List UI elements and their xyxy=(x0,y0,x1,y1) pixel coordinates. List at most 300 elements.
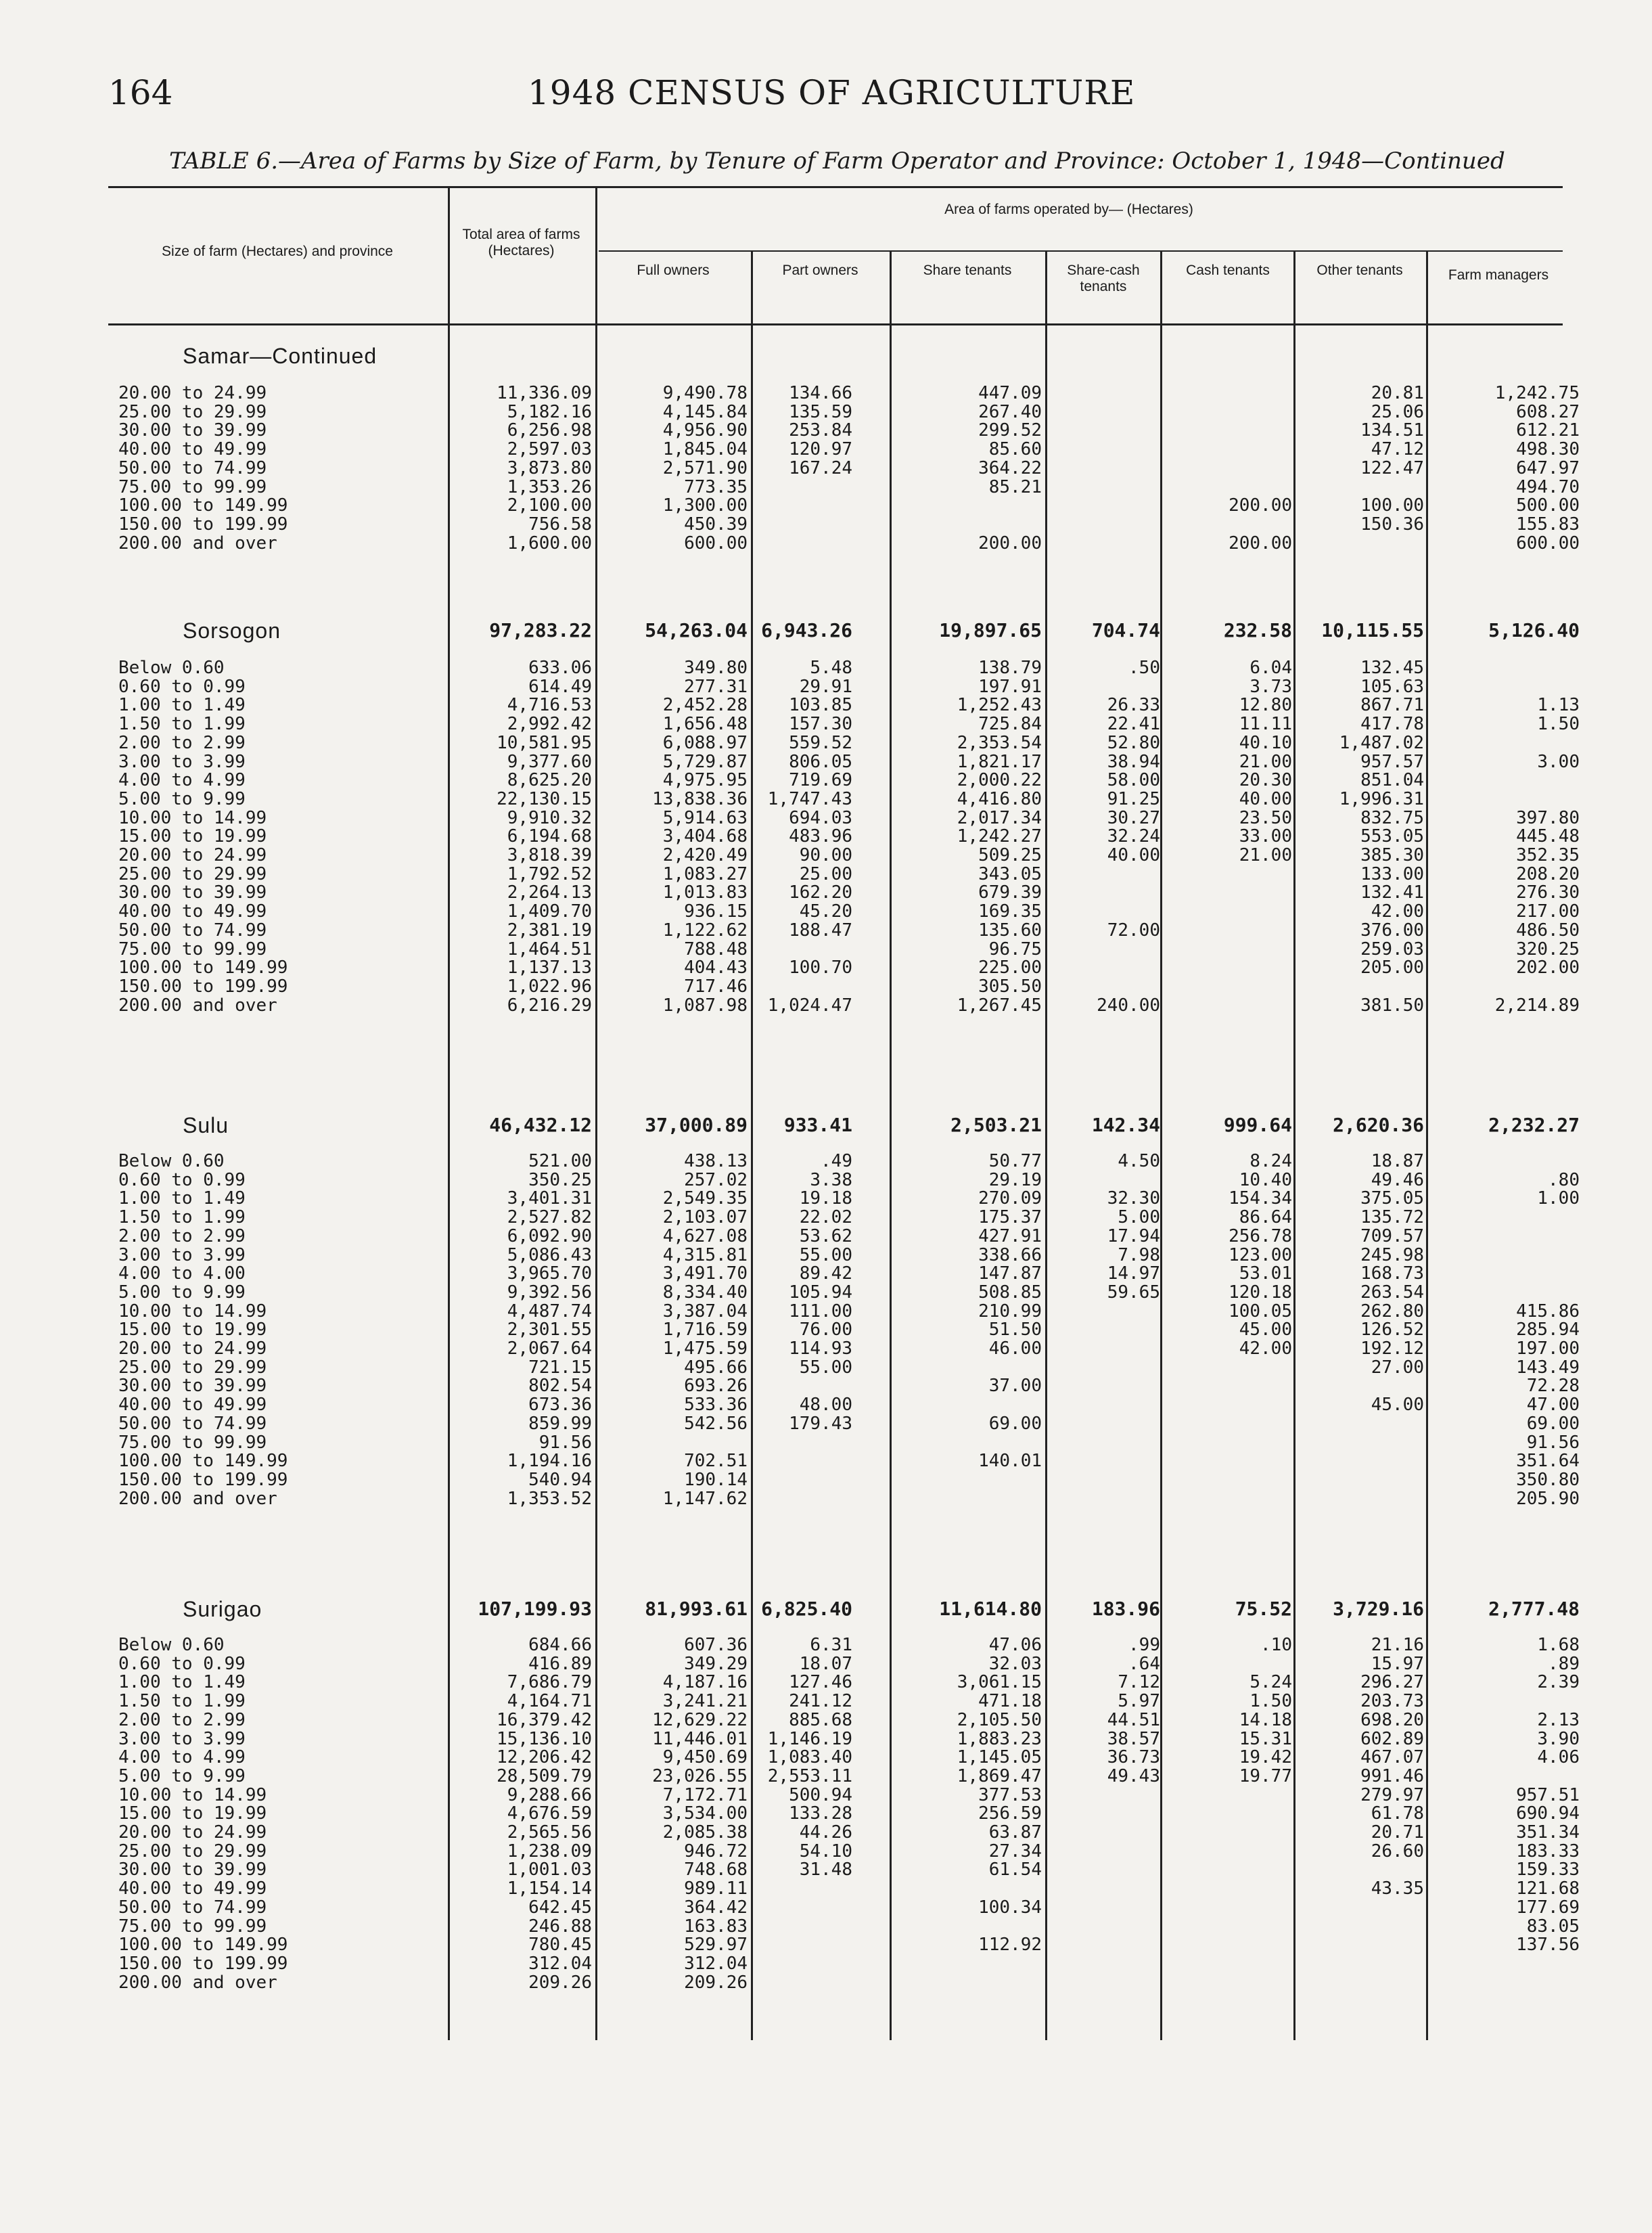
size-class-label: 200.00 and over xyxy=(118,1974,277,1992)
table-row xyxy=(0,516,1652,534)
value-cell xyxy=(1295,1415,1424,1433)
value-cell: 205.90 xyxy=(1516,1490,1580,1508)
value-cell xyxy=(1045,384,1160,403)
value-cell: 312.04 xyxy=(528,1955,592,1973)
value-cell: 45.20 xyxy=(799,903,852,921)
value-cell: 209.26 xyxy=(684,1974,748,1992)
value-cell: 175.37 xyxy=(978,1209,1042,1227)
value-cell: 377.53 xyxy=(978,1786,1042,1805)
value-cell: 85.21 xyxy=(988,478,1042,497)
value-cell: 209.26 xyxy=(528,1974,592,1992)
value-cell: 32.03 xyxy=(988,1655,1042,1673)
value-cell: 2,353.54 xyxy=(957,734,1042,752)
value-cell: 352.35 xyxy=(1516,847,1580,865)
value-cell: 162.20 xyxy=(789,884,852,902)
value-cell: 7.12 xyxy=(1118,1673,1160,1692)
value-cell: 21.16 xyxy=(1371,1636,1424,1654)
total-cell: 6,943.26 xyxy=(761,621,852,639)
size-class-label: 1.50 to 1.99 xyxy=(118,715,246,734)
value-cell: 253.84 xyxy=(789,422,852,440)
table-row xyxy=(0,865,1652,884)
size-class-label: 1.00 to 1.49 xyxy=(118,1673,246,1692)
value-cell xyxy=(893,1396,1042,1414)
value-cell xyxy=(1295,1974,1424,1992)
total-cell: 10,115.55 xyxy=(1321,621,1424,639)
value-cell: 693.26 xyxy=(684,1377,748,1395)
size-class-label: 75.00 to 99.99 xyxy=(118,941,267,959)
value-cell: 54.10 xyxy=(799,1843,852,1861)
value-cell: 679.39 xyxy=(978,884,1042,902)
table-row xyxy=(0,1359,1652,1377)
value-cell xyxy=(1164,516,1292,534)
value-cell: 11,446.01 xyxy=(652,1730,748,1749)
value-cell xyxy=(751,497,852,515)
value-cell xyxy=(1164,1918,1292,1936)
table-row xyxy=(0,1655,1652,1673)
size-class-label: 10.00 to 14.99 xyxy=(118,1303,267,1321)
value-cell: 2,571.90 xyxy=(662,459,748,478)
size-class-label: 75.00 to 99.99 xyxy=(118,478,267,497)
value-cell xyxy=(893,1359,1042,1377)
value-cell: 3,404.68 xyxy=(662,828,748,846)
value-cell xyxy=(751,1936,852,1954)
value-cell: 3,534.00 xyxy=(662,1805,748,1823)
value-cell: 717.46 xyxy=(684,978,748,996)
size-class-label: 30.00 to 39.99 xyxy=(118,884,267,902)
value-cell: .50 xyxy=(1128,659,1160,677)
value-cell: 1,013.83 xyxy=(662,884,748,902)
value-cell: 2,214.89 xyxy=(1494,997,1580,1015)
value-cell: 11.11 xyxy=(1239,715,1292,734)
size-class-label: 40.00 to 49.99 xyxy=(118,903,267,921)
size-class-label: 40.00 to 49.99 xyxy=(118,441,267,459)
value-cell: 200.00 xyxy=(1229,535,1292,553)
value-cell: 500.94 xyxy=(789,1786,852,1805)
size-class-label: 5.00 to 9.99 xyxy=(118,1767,246,1786)
value-cell: 5.00 xyxy=(1118,1209,1160,1227)
size-class-label: 50.00 to 74.99 xyxy=(118,1899,267,1917)
table-row xyxy=(0,922,1652,940)
value-cell xyxy=(1164,1359,1292,1377)
value-cell xyxy=(1427,1284,1580,1302)
value-cell: 245.98 xyxy=(1360,1246,1424,1265)
value-cell: 277.31 xyxy=(684,678,748,696)
value-cell: 559.52 xyxy=(789,734,852,752)
table-row xyxy=(0,1899,1652,1917)
value-cell: 773.35 xyxy=(684,478,748,497)
size-class-label: 20.00 to 24.99 xyxy=(118,1340,267,1358)
value-cell: 600.00 xyxy=(684,535,748,553)
size-class-label: 30.00 to 39.99 xyxy=(118,422,267,440)
value-cell: 2,992.42 xyxy=(507,715,592,734)
value-cell xyxy=(1164,403,1292,422)
value-cell xyxy=(1045,1786,1160,1805)
table-row xyxy=(0,753,1652,771)
value-cell: 1,353.52 xyxy=(507,1490,592,1508)
value-cell xyxy=(1164,903,1292,921)
value-cell xyxy=(1045,978,1160,996)
value-cell: 788.48 xyxy=(684,941,748,959)
value-cell xyxy=(1045,1303,1160,1321)
value-cell: 15,136.10 xyxy=(497,1730,592,1749)
value-cell xyxy=(1164,1434,1292,1452)
value-cell xyxy=(751,1452,852,1470)
value-cell xyxy=(1045,678,1160,696)
value-cell: 521.00 xyxy=(528,1152,592,1171)
value-cell xyxy=(1427,734,1580,752)
value-cell: 11,336.09 xyxy=(497,384,592,403)
size-class-label: 5.00 to 9.99 xyxy=(118,1284,246,1302)
value-cell xyxy=(1045,1490,1160,1508)
size-class-label: 25.00 to 29.99 xyxy=(118,1843,267,1861)
value-cell: 351.34 xyxy=(1516,1824,1580,1842)
value-cell: 19.42 xyxy=(1239,1749,1292,1767)
value-cell: 40.10 xyxy=(1239,734,1292,752)
size-class-label: 100.00 to 149.99 xyxy=(118,497,288,515)
value-cell xyxy=(1045,422,1160,440)
value-cell: 602.89 xyxy=(1360,1730,1424,1749)
value-cell: 5,729.87 xyxy=(662,753,748,771)
size-class-label: 1.50 to 1.99 xyxy=(118,1692,246,1711)
value-cell xyxy=(1164,422,1292,440)
size-class-label: Below 0.60 xyxy=(118,1636,225,1654)
size-class-label: 0.60 to 0.99 xyxy=(118,678,246,696)
value-cell: 12,629.22 xyxy=(652,1711,748,1730)
table-row xyxy=(0,1171,1652,1190)
value-cell: 2,103.07 xyxy=(662,1209,748,1227)
header-share-tenants: Share tenants xyxy=(923,263,1012,278)
table-row xyxy=(0,847,1652,865)
value-cell: 155.83 xyxy=(1516,516,1580,534)
value-cell: 3,818.39 xyxy=(507,847,592,865)
size-class-label: 3.00 to 3.99 xyxy=(118,753,246,771)
value-cell xyxy=(1045,1415,1160,1433)
size-class-label: 30.00 to 39.99 xyxy=(118,1861,267,1879)
value-cell xyxy=(1164,478,1292,497)
value-cell: 132.41 xyxy=(1360,884,1424,902)
value-cell: 450.39 xyxy=(684,516,748,534)
value-cell: 91.56 xyxy=(538,1434,592,1452)
table-row xyxy=(0,478,1652,497)
table-row xyxy=(0,884,1652,902)
value-cell: 72.00 xyxy=(1107,922,1160,940)
total-cell: 5,126.40 xyxy=(1488,621,1580,639)
table-row xyxy=(0,828,1652,846)
value-cell xyxy=(1427,1692,1580,1711)
size-class-label: 4.00 to 4.00 xyxy=(118,1265,246,1283)
value-cell: 494.70 xyxy=(1516,478,1580,497)
value-cell: 190.14 xyxy=(684,1471,748,1489)
table-row xyxy=(0,1692,1652,1711)
value-cell: 4,676.59 xyxy=(507,1805,592,1823)
value-cell xyxy=(1164,1655,1292,1673)
value-cell: 1,242.27 xyxy=(957,828,1042,846)
table-row xyxy=(0,1824,1652,1842)
value-cell: 143.49 xyxy=(1516,1359,1580,1377)
header-cash-tenants: Cash tenants xyxy=(1186,263,1270,278)
value-cell: 633.06 xyxy=(528,659,592,677)
value-cell: 105.94 xyxy=(789,1284,852,1302)
table-row xyxy=(0,1880,1652,1898)
value-cell xyxy=(751,1955,852,1973)
value-cell: 241.12 xyxy=(789,1692,852,1711)
value-cell: 49.46 xyxy=(1371,1171,1424,1190)
value-cell: 2,100.00 xyxy=(507,497,592,515)
value-cell: 1,145.05 xyxy=(957,1749,1042,1767)
size-class-label: 40.00 to 49.99 xyxy=(118,1396,267,1414)
size-class-label: 1.50 to 1.99 xyxy=(118,1209,246,1227)
value-cell: 1,146.19 xyxy=(767,1730,852,1749)
table-row xyxy=(0,1749,1652,1767)
size-class-label: 4.00 to 4.99 xyxy=(118,1749,246,1767)
size-class-label: 2.00 to 2.99 xyxy=(118,734,246,752)
value-cell: 3,387.04 xyxy=(662,1303,748,1321)
table-row xyxy=(0,771,1652,790)
size-class-label: 1.00 to 1.49 xyxy=(118,1190,246,1208)
value-cell: 133.28 xyxy=(789,1805,852,1823)
value-cell: 350.80 xyxy=(1516,1471,1580,1489)
value-cell: 500.00 xyxy=(1516,497,1580,515)
value-cell: 267.40 xyxy=(978,403,1042,422)
value-cell: 381.50 xyxy=(1360,997,1424,1015)
value-cell: 614.49 xyxy=(528,678,592,696)
size-class-label: 150.00 to 199.99 xyxy=(118,1471,288,1489)
value-cell: 137.56 xyxy=(1516,1936,1580,1954)
value-cell xyxy=(1045,903,1160,921)
value-cell: 205.00 xyxy=(1360,959,1424,977)
table-row xyxy=(0,1340,1652,1358)
table-row xyxy=(0,1636,1652,1654)
value-cell: 89.42 xyxy=(799,1265,852,1283)
value-cell xyxy=(751,978,852,996)
size-class-label: 10.00 to 14.99 xyxy=(118,809,267,828)
value-cell: 69.00 xyxy=(988,1415,1042,1433)
value-cell: 10.40 xyxy=(1239,1171,1292,1190)
value-cell: 23.50 xyxy=(1239,809,1292,828)
table-row xyxy=(0,809,1652,828)
value-cell: 276.30 xyxy=(1516,884,1580,902)
value-cell: 197.91 xyxy=(978,678,1042,696)
value-cell xyxy=(1045,1340,1160,1358)
value-cell: 1,716.59 xyxy=(662,1321,748,1339)
value-cell: 1,267.45 xyxy=(957,997,1042,1015)
value-cell: 1,747.43 xyxy=(767,790,852,809)
value-cell: 36.73 xyxy=(1107,1749,1160,1767)
value-cell: 100.05 xyxy=(1229,1303,1292,1321)
table-row xyxy=(0,1843,1652,1861)
table-row xyxy=(0,659,1652,677)
table-row xyxy=(0,1321,1652,1339)
size-class-label: 10.00 to 14.99 xyxy=(118,1786,267,1805)
value-cell xyxy=(1045,1843,1160,1861)
value-cell: 6.31 xyxy=(810,1636,852,1654)
value-cell: 246.88 xyxy=(528,1918,592,1936)
total-cell: 232.58 xyxy=(1223,621,1292,639)
value-cell: 59.65 xyxy=(1107,1284,1160,1302)
table-row xyxy=(0,941,1652,959)
value-cell xyxy=(1045,1396,1160,1414)
value-cell: 3,491.70 xyxy=(662,1265,748,1283)
value-cell xyxy=(1045,1955,1160,1973)
value-cell xyxy=(1045,959,1160,977)
value-cell: 3,061.15 xyxy=(957,1673,1042,1692)
table-row xyxy=(0,1434,1652,1452)
size-class-label: Below 0.60 xyxy=(118,1152,225,1171)
province-heading: Sorsogon xyxy=(183,618,281,643)
table-row xyxy=(0,1955,1652,1973)
value-cell: 1,409.70 xyxy=(507,903,592,921)
value-cell xyxy=(1295,1490,1424,1508)
header-bottom-rule xyxy=(108,323,1563,325)
value-cell: 2,381.19 xyxy=(507,922,592,940)
value-cell: 1,353.26 xyxy=(507,478,592,497)
size-class-label: 20.00 to 24.99 xyxy=(118,847,267,865)
total-cell: 11,614.80 xyxy=(939,1600,1042,1618)
value-cell: 18.07 xyxy=(799,1655,852,1673)
table-row xyxy=(0,497,1652,515)
size-class-label: 75.00 to 99.99 xyxy=(118,1434,267,1452)
table-row xyxy=(0,1936,1652,1954)
value-cell: 802.54 xyxy=(528,1377,592,1395)
size-class-label: 200.00 and over xyxy=(118,997,277,1015)
value-cell: 40.00 xyxy=(1239,790,1292,809)
value-cell: 37.00 xyxy=(988,1377,1042,1395)
value-cell xyxy=(1164,997,1292,1015)
value-cell xyxy=(893,1471,1042,1489)
value-cell: 2,527.82 xyxy=(507,1209,592,1227)
value-cell: 114.93 xyxy=(789,1340,852,1358)
value-cell: 343.05 xyxy=(978,865,1042,884)
total-cell: 183.96 xyxy=(1091,1600,1160,1618)
value-cell: 2,105.50 xyxy=(957,1711,1042,1730)
value-cell: 4,975.95 xyxy=(662,771,748,790)
value-cell xyxy=(1045,1377,1160,1395)
value-cell xyxy=(1427,771,1580,790)
value-cell: 3.38 xyxy=(810,1171,852,1190)
table-row xyxy=(0,1190,1652,1208)
table-top-rule xyxy=(108,186,1563,188)
value-cell: 50.77 xyxy=(988,1152,1042,1171)
table-row xyxy=(0,790,1652,809)
value-cell xyxy=(1164,978,1292,996)
value-cell: 20.30 xyxy=(1239,771,1292,790)
value-cell: 483.96 xyxy=(789,828,852,846)
value-cell xyxy=(1045,1824,1160,1842)
value-cell: 5,914.63 xyxy=(662,809,748,828)
value-cell: 138.79 xyxy=(978,659,1042,677)
value-cell: 673.36 xyxy=(528,1396,592,1414)
header-part-owners: Part owners xyxy=(782,263,858,278)
value-cell xyxy=(1427,1152,1580,1171)
value-cell: 15.97 xyxy=(1371,1655,1424,1673)
value-cell: 1,656.48 xyxy=(662,715,748,734)
value-cell xyxy=(1295,1471,1424,1489)
value-cell: 1,252.43 xyxy=(957,696,1042,715)
value-cell: 10,581.95 xyxy=(497,734,592,752)
value-cell: 167.24 xyxy=(789,459,852,478)
value-cell: 756.58 xyxy=(528,516,592,534)
value-cell: 90.00 xyxy=(799,847,852,865)
value-cell: 22,130.15 xyxy=(497,790,592,809)
value-cell: 14.18 xyxy=(1239,1711,1292,1730)
value-cell: 21.00 xyxy=(1239,847,1292,865)
value-cell: 225.00 xyxy=(978,959,1042,977)
size-class-label: 20.00 to 24.99 xyxy=(118,384,267,403)
header-stub: Size of farm (Hectares) and province xyxy=(162,244,393,259)
value-cell xyxy=(1427,790,1580,809)
value-cell xyxy=(1427,678,1580,696)
value-cell: 1,300.00 xyxy=(662,497,748,515)
value-cell: 4,164.71 xyxy=(507,1692,592,1711)
value-cell: 69.00 xyxy=(1526,1415,1580,1433)
value-cell: 123.00 xyxy=(1229,1246,1292,1265)
value-cell: 495.66 xyxy=(684,1359,748,1377)
value-cell: 607.36 xyxy=(684,1636,748,1654)
value-cell: 299.52 xyxy=(978,422,1042,440)
value-cell xyxy=(893,1955,1042,1973)
value-cell: 40.00 xyxy=(1107,847,1160,865)
value-cell xyxy=(893,1918,1042,1936)
table-row xyxy=(0,734,1652,752)
value-cell: 2.13 xyxy=(1537,1711,1580,1730)
value-cell: 719.69 xyxy=(789,771,852,790)
size-class-label: 25.00 to 29.99 xyxy=(118,1359,267,1377)
value-cell: 1,475.59 xyxy=(662,1340,748,1358)
value-cell: 957.57 xyxy=(1360,753,1424,771)
value-cell: 32.30 xyxy=(1107,1190,1160,1208)
value-cell: 1,083.40 xyxy=(767,1749,852,1767)
size-class-label: 100.00 to 149.99 xyxy=(118,1452,288,1470)
table-row xyxy=(0,1265,1652,1283)
value-cell xyxy=(1164,1880,1292,1898)
value-cell: 100.70 xyxy=(789,959,852,977)
total-cell: 54,263.04 xyxy=(645,621,748,639)
value-cell: 122.47 xyxy=(1360,459,1424,478)
value-cell xyxy=(1164,865,1292,884)
value-cell: 12.80 xyxy=(1239,696,1292,715)
value-cell: 45.00 xyxy=(1239,1321,1292,1339)
value-cell xyxy=(1164,1955,1292,1973)
value-cell: 859.99 xyxy=(528,1415,592,1433)
value-cell: 1,137.13 xyxy=(507,959,592,977)
size-class-label: 75.00 to 99.99 xyxy=(118,1918,267,1936)
value-cell xyxy=(1045,941,1160,959)
value-cell: 22.41 xyxy=(1107,715,1160,734)
value-cell: 2,085.38 xyxy=(662,1824,748,1842)
value-cell: 936.15 xyxy=(684,903,748,921)
value-cell: 121.68 xyxy=(1516,1880,1580,1898)
value-cell xyxy=(1427,1767,1580,1786)
value-cell: 4.50 xyxy=(1118,1152,1160,1171)
value-cell xyxy=(1045,1936,1160,1954)
table-row xyxy=(0,459,1652,478)
value-cell: 126.52 xyxy=(1360,1321,1424,1339)
value-cell: 154.34 xyxy=(1229,1190,1292,1208)
value-cell: 867.71 xyxy=(1360,696,1424,715)
value-cell xyxy=(1427,659,1580,677)
total-cell: 97,283.22 xyxy=(489,621,592,639)
value-cell: 19.18 xyxy=(799,1190,852,1208)
value-cell: 5.48 xyxy=(810,659,852,677)
size-class-label: Below 0.60 xyxy=(118,659,225,677)
value-cell: 806.05 xyxy=(789,753,852,771)
value-cell: .64 xyxy=(1128,1655,1160,1673)
value-cell: 53.62 xyxy=(799,1227,852,1246)
value-cell: 3.90 xyxy=(1537,1730,1580,1749)
value-cell: 76.00 xyxy=(799,1321,852,1339)
value-cell xyxy=(1045,516,1160,534)
header-farm-managers: Farm managers xyxy=(1448,267,1549,283)
